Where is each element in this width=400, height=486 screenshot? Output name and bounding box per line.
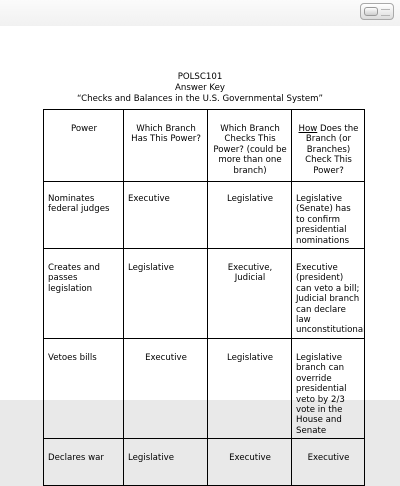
document-header (0, 72, 400, 105)
title-bar (0, 0, 400, 26)
power-cell: Declares war (44, 439, 124, 486)
header-power: Power (44, 110, 124, 182)
branch-has-cell: Executive (124, 338, 208, 438)
toggle-switch-icon[interactable] (360, 3, 394, 20)
branch-has-cell: Executive (124, 182, 208, 249)
branch-checks-cell: Legislative (208, 338, 292, 438)
header-how-rest: Does the Branch (or Branches) Check This Power? (305, 124, 359, 176)
how-checks-cell: Legislative (Senate) has to confirm presidential nominations (292, 182, 365, 249)
branch-has-cell: Legislative (124, 439, 208, 486)
how-checks-cell: Legislative branch can override presidential veto by 2/3 vote in the House and Senate (292, 338, 365, 438)
answer-key-table (43, 109, 365, 486)
document-subtitle: Answer Key (175, 83, 225, 93)
header-how-word: How (298, 124, 318, 134)
table-header-row (44, 110, 365, 182)
branch-has-cell: Legislative (124, 249, 208, 339)
table-row (44, 182, 365, 249)
branch-checks-cell: Executive (208, 439, 292, 486)
how-checks-cell: Executive (292, 439, 365, 486)
header-which-branch: Which Branch Has This Power? (124, 110, 208, 182)
document-title: “Checks and Balances in the U.S. Governmental System” (77, 94, 323, 104)
branch-checks-cell: Executive, Judicial (208, 249, 292, 339)
course-code: POLSC101 (177, 72, 223, 82)
header-checks: Which Branch Checks This Power? (could be more than one branch) (208, 110, 292, 182)
header-how (292, 110, 365, 182)
toggle-grip (381, 9, 390, 16)
power-cell: Vetoes bills (44, 338, 124, 438)
power-cell: Nominates federal judges (44, 182, 124, 249)
table-row (44, 338, 365, 438)
table-row (44, 249, 365, 339)
branch-checks-cell: Legislative (208, 182, 292, 249)
power-cell: Creates and passes legislation (44, 249, 124, 339)
how-checks-cell: Executive (president) can veto a bill; Judicial branch can declare law unconstitutional (292, 249, 365, 339)
table-row (44, 439, 365, 486)
toggle-knob[interactable] (364, 7, 378, 16)
